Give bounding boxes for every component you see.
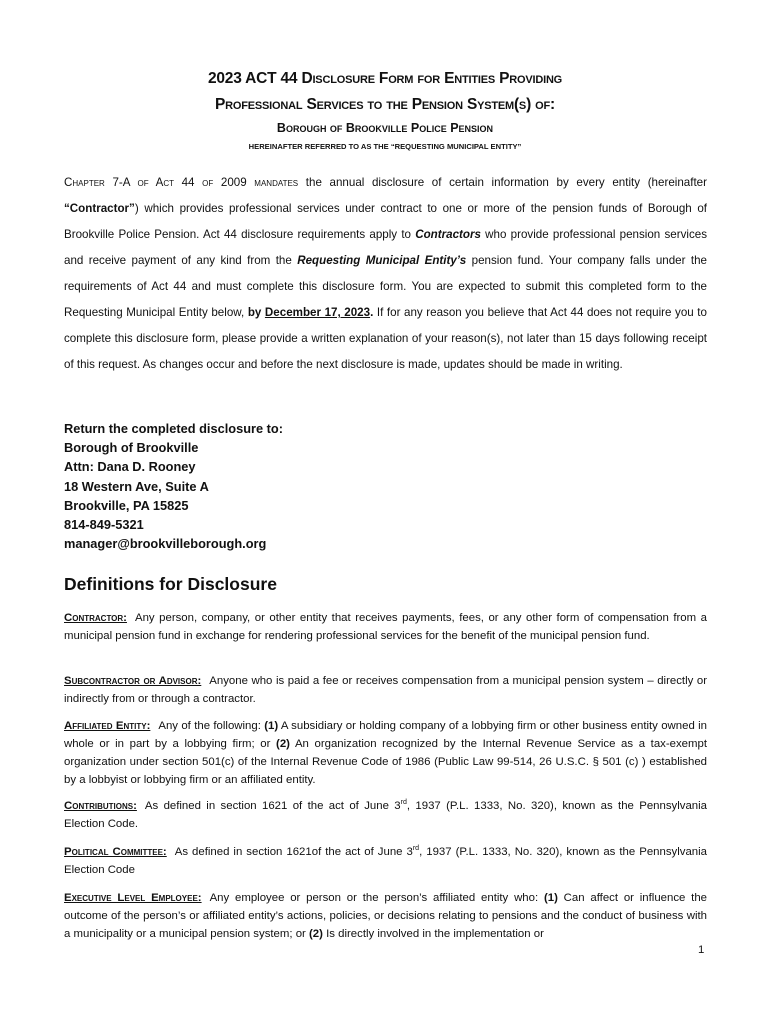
contractors-term: Contractors	[415, 228, 481, 241]
definition-contractor: Contractor: Any person, company, or other entity that receives payments, fees, or any other form of compensation from a municipal pension fund in exchange for rendering professional services for the benefit of the municipal pension fund.	[64, 612, 707, 642]
term-subcontractor: Subcontractor or Advisor:	[64, 675, 202, 687]
definition-contributions: Contributions: As defined in section 1621 of the act of June 3rd, 1937 (P.L. 1333, No. 320), known as the Pennsylvania Election Code.	[64, 799, 708, 830]
definition-executive-level-employee: Executive Level Employee: Any employee or person or the person’s affiliated entity who: (1) Can affect or influence the outcome of the person’s or affiliated entity’s actions, policies, or decisions relating to pensions and the conduct of business with a municipality or a municipal pension system; or (2) Is directly involved in the implementation or	[64, 892, 707, 940]
intro-paragraph: Chapter 7-A of Act 44 of 2009 mandates the annual disclosure of certain information by every entity (hereinafter “Contractor”) which provides professional services under contract to one or more of the pension funds of Borough of Brookville Police Pension. Act 44 disclosure requirements apply to Contractors who provide professional pension services and receive payment of any kind from the Requesting Municipal Entity’s pension fund. Your company falls under the requirements of Act 44 and must complete this disclosure form. You are expected to submit this completed form to the Requesting Municipal Entity below, by December 17, 2023. If for any reason you believe that Act 44 does not require you to complete this disclosure form, please provide a written explanation of your reason(s), not later than 15 days following receipt of this request. As changes occur and before the next disclosure is made, updates should be made in writing.	[64, 176, 707, 371]
intro-lead: Chapter 7-A of Act 44 of 2009 mandates	[64, 176, 299, 189]
term-contributions: Contributions:	[64, 800, 137, 812]
deadline: by December 17, 2023.	[247, 306, 374, 319]
return-org: Borough of Brookville	[64, 440, 199, 456]
term-executive-level-employee: Executive Level Employee:	[64, 892, 202, 904]
form-title-line-2: Professional Services to the Pension System(s) of:	[215, 96, 555, 113]
rme-term: Requesting Municipal Entity’s	[297, 254, 467, 267]
page-number: 1	[698, 944, 705, 956]
return-heading: Return the completed disclosure to:	[64, 421, 283, 436]
return-address-block	[64, 419, 283, 553]
return-city: Brookville, PA 15825	[64, 497, 189, 513]
return-attn: Attn: Dana D. Rooney	[64, 459, 196, 475]
return-phone: 814-849-5321	[64, 517, 144, 533]
return-email: manager@brookvilleborough.org	[64, 536, 267, 552]
form-title-entity: Borough of Brookville Police Pension	[276, 121, 494, 135]
definition-political-committee: Political Committee: As defined in section 1621of the act of June 3rd, 1937 (P.L. 1333, No. 320), known as the Pennsylvania Election Code	[64, 845, 707, 876]
term-affiliated-entity: Affiliated Entity:	[64, 720, 151, 732]
definition-subcontractor: Subcontractor or Advisor: Anyone who is paid a fee or receives compensation from a municipal pension system – directly or indirectly from or through a contractor.	[64, 675, 707, 705]
contractor-term: “Contractor”	[64, 202, 135, 215]
definitions-heading: Definitions for Disclosure	[64, 574, 277, 594]
definition-affiliated-entity: Affiliated Entity: Any of the following: (1) A subsidiary or holding company of a lobbying firm or other business entity owned in whole or in part by a lobbying firm; or (2) An organization recognized by the Internal Revenue Service as a tax-exempt organization under section 501(c) of the Internal Revenue Code of 1986 (Public Law 99-514, 26 U.S.C. § 501 (c) ) established by a lobbyist or lobbying firm or an affiliated entity.	[64, 720, 708, 786]
return-street: 18 Western Ave, Suite A	[64, 478, 209, 494]
term-political-committee: Political Committee:	[64, 846, 167, 858]
form-title-note: HEREINAFTER REFERRED TO AS THE “REQUESTING MUNICIPAL ENTITY”	[248, 142, 522, 151]
form-title-line-1: 2023 ACT 44 Disclosure Form for Entities Providing	[207, 70, 563, 87]
term-contractor: Contractor:	[64, 612, 127, 624]
